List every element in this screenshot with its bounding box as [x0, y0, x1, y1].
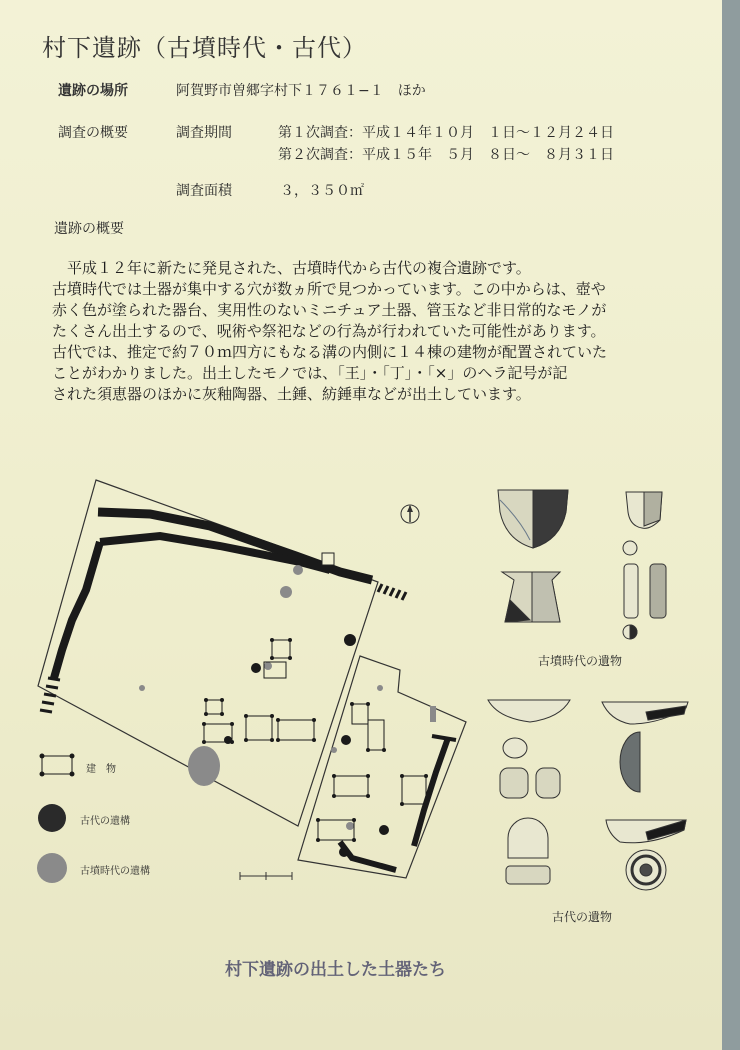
survey-area-value: ３，３５０㎡ — [280, 183, 364, 199]
survey-first: 第１次調査：平成１４年１０月 １日〜１２月２４日 — [278, 125, 614, 141]
legend-kofun-icon — [37, 853, 67, 883]
legend-building-icon — [42, 756, 72, 774]
legend-ancient-icon — [38, 804, 66, 832]
overview-line: 赤く色が塗られた器台、実用性のないミニチュア土器、管玉など非日常的なモノが — [52, 301, 607, 319]
kofun-features — [139, 565, 436, 830]
location-label: 遺跡の場所 — [58, 83, 128, 99]
scale-bar — [240, 872, 292, 880]
ditch — [340, 842, 396, 870]
hatch-left — [40, 678, 60, 712]
survey-period-label: 調査期間 — [176, 125, 232, 141]
overview-line: ことがわかりました。出土したモノでは、「王」・「丁」・「×」のヘラ記号が記 — [52, 364, 568, 382]
ditch — [432, 736, 456, 740]
overview-line: 古代では、推定で約７０ｍ四方にもなる溝の内側に１４棟の建物が配置されていた — [52, 343, 608, 361]
footer-text: 村下遺跡の出土した土器たち — [225, 960, 446, 980]
hatch-right — [378, 584, 406, 600]
overview-line: 平成１２年に新たに発見された、古墳時代から古代の複合遺跡です。 — [52, 259, 531, 277]
north-arrow-icon — [401, 505, 419, 523]
caption-kofun-artifacts: 古墳時代の遺物 — [538, 654, 623, 668]
building-posts — [202, 638, 428, 842]
survey-second: 第２次調査：平成１５年 ５月 ８日〜 ８月３１日 — [278, 147, 614, 163]
legend-building-label: 建 物 — [86, 764, 116, 775]
overview-line: たくさん出土するので、呪術や祭祀などの行為が行われていた可能性があります。 — [52, 322, 606, 340]
ditch — [54, 542, 100, 678]
survey-label: 調査の概要 — [58, 125, 128, 141]
kofun-artifacts — [498, 490, 666, 639]
overview-line: 古墳時代では土器が集中する穴が数ヵ所で見つかっています。この中からは、壺や — [52, 280, 606, 298]
location-value: 阿賀野市曽郷字村下１７６１−１ ほか — [176, 83, 426, 99]
page-title: 村下遺跡（古墳時代・古代） — [42, 34, 367, 62]
ancient-artifacts — [488, 700, 688, 890]
legend-kofun-label: 古墳時代の遺構 — [80, 866, 150, 877]
overview-line: された須恵器のほかに灰釉陶器、土錘、紡錘車などが出土しています。 — [52, 385, 531, 403]
overview-heading: 遺跡の概要 — [54, 221, 124, 237]
survey-area-label: 調査面積 — [176, 183, 232, 199]
ditch — [414, 738, 448, 846]
legend-ancient-label: 古代の遺構 — [80, 816, 130, 827]
ancient-features — [224, 634, 389, 857]
ditch-gap — [322, 553, 334, 565]
caption-ancient-artifacts: 古代の遺物 — [552, 910, 613, 924]
